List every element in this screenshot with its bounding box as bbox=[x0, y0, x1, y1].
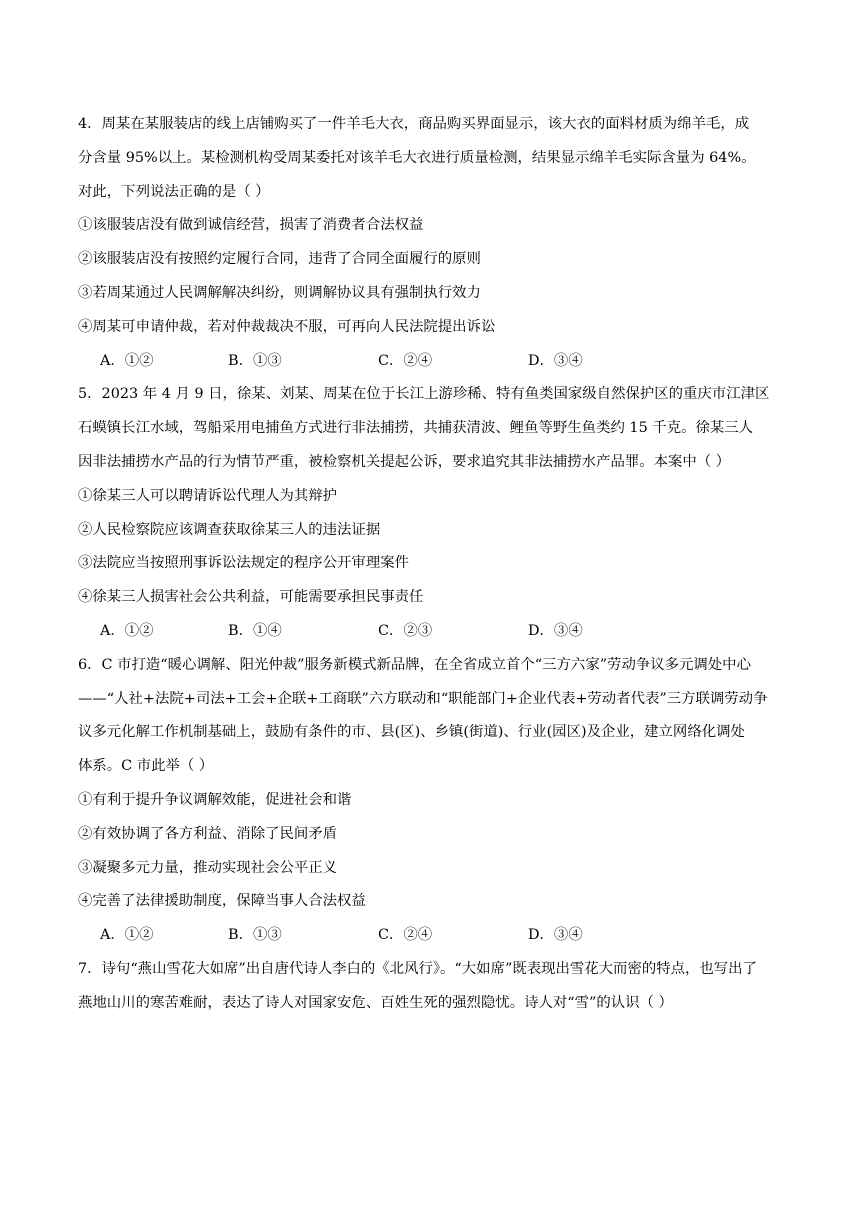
choice-d: D．③④ bbox=[528, 352, 583, 369]
question-stem-line: 燕地山川的寒苦难耐，表达了诗人对国家安危、百姓生死的强烈隐忧。诗人对“雪”的认识（ ） bbox=[78, 994, 673, 1011]
choice-c: C．②③ bbox=[378, 622, 433, 639]
statement-option: ④完善了法律援助制度，保障当事人合法权益 bbox=[78, 893, 366, 910]
choice-d: D．③④ bbox=[528, 927, 583, 944]
question-stem-line: 体系。C 市此举（ ） bbox=[78, 758, 214, 775]
choice-a: A．①② bbox=[100, 927, 154, 944]
question-6 bbox=[78, 649, 783, 953]
choice-a: A．①② bbox=[100, 622, 154, 639]
statement-option: ②人民检察院应该调查获取徐某三人的违法证据 bbox=[78, 521, 381, 538]
question-4 bbox=[78, 108, 783, 378]
choice-c: C．②④ bbox=[378, 927, 433, 944]
statement-option: ②有效协调了各方利益、消除了民间矛盾 bbox=[78, 825, 338, 842]
choice-b: B．①④ bbox=[228, 622, 282, 639]
question-stem-line: ——“人社+法院+司法+工会+企联+工商联”六方联动和“职能部门+企业代表+劳动者代表”三方联调劳动争 bbox=[78, 690, 768, 707]
choice-c: C．②④ bbox=[378, 352, 433, 369]
statement-option: ③法院应当按照刑事诉讼法规定的程序公开审理案件 bbox=[78, 555, 409, 572]
question-stem-line: 因非法捕捞水产品的行为情节严重，被检察机关提起公诉，要求追究其非法捕捞水产品罪。本案中（ ） bbox=[78, 453, 731, 470]
statement-option: ④周某可申请仲裁，若对仲裁裁决不服，可再向人民法院提出诉讼 bbox=[78, 318, 496, 335]
question-stem-line: 7．诗句“燕山雪花大如席”出自唐代诗人李白的《北风行》。“大如席”既表现出雪花大而密的特点，也写出了 bbox=[78, 960, 757, 977]
question-stem-line: 分含量 95%以上。某检测机构受周某委托对该羊毛大衣进行质量检测，结果显示绵羊毛实际含量为 64%。 bbox=[78, 149, 756, 166]
choice-b: B．①③ bbox=[228, 927, 282, 944]
statement-option: ③凝聚多元力量，推动实现社会公平正义 bbox=[78, 859, 338, 876]
statement-option: ①该服装店没有做到诚信经营，损害了消费者合法权益 bbox=[78, 217, 424, 234]
exam-page bbox=[78, 108, 783, 1021]
question-7 bbox=[78, 953, 783, 1021]
statement-option: ④徐某三人损害社会公共利益，可能需要承担民事责任 bbox=[78, 589, 424, 606]
question-stem-line: 6．C 市打造“暖心调解、阳光仲裁”服务新模式新品牌，在全省成立首个“三方六家”劳动争议多元调处中心 bbox=[78, 656, 751, 673]
question-stem-line: 石蟆镇长江水域，驾船采用电捕鱼方式进行非法捕捞，共捕获清波、鲤鱼等野生鱼类约 15 千克。徐某三人 bbox=[78, 420, 754, 437]
statement-option: ③若周某通过人民调解解决纠纷，则调解协议具有强制执行效力 bbox=[78, 284, 481, 301]
answer-choices bbox=[78, 919, 783, 953]
question-stem-line: 议多元化解工作机制基础上，鼓励有条件的市、县(区)、乡镇(街道)、行业(园区)及企业，建立网络化调处 bbox=[78, 724, 745, 741]
answer-choices bbox=[78, 345, 783, 379]
choice-a: A．①② bbox=[100, 352, 154, 369]
question-5 bbox=[78, 378, 783, 648]
choice-d: D．③④ bbox=[528, 622, 583, 639]
statement-option: ②该服装店没有按照约定履行合同，违背了合同全面履行的原则 bbox=[78, 251, 481, 268]
question-stem-line: 5．2023 年 4 月 9 日，徐某、刘某、周某在位于长江上游珍稀、特有鱼类国家级自然保护区的重庆市江津区 bbox=[78, 386, 770, 403]
statement-option: ①徐某三人可以聘请诉讼代理人为其辩护 bbox=[78, 487, 338, 504]
statement-option: ①有利于提升争议调解效能，促进社会和谐 bbox=[78, 791, 352, 808]
question-stem-line: 4．周某在某服装店的线上店铺购买了一件羊毛大衣，商品购买界面显示，该大衣的面料材质为绵羊毛，成 bbox=[78, 116, 750, 132]
choice-b: B．①③ bbox=[228, 352, 282, 369]
answer-choices bbox=[78, 615, 783, 649]
question-stem-line: 对此，下列说法正确的是（ ） bbox=[78, 183, 270, 200]
